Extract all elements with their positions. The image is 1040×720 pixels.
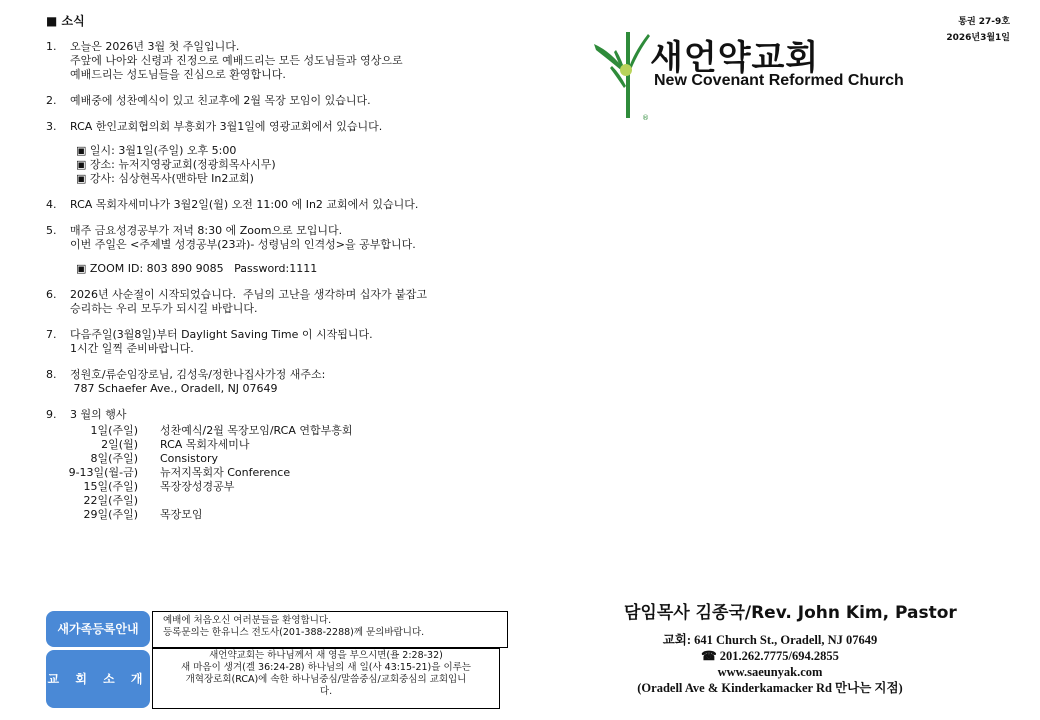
schedule-event: 목장모임 <box>160 508 203 521</box>
news-header: ■ 소식 <box>46 14 85 28</box>
news-item-body <box>70 224 566 276</box>
intro-box <box>152 648 500 709</box>
newcomer-tag: 새가족등록안내 <box>46 611 150 647</box>
news-item-detail-line: ▣ 강사: 심상현목사(맨하탄 In2교회) <box>76 172 254 185</box>
newcomer-line: 등록문의는 한유니스 전도사(201-388-2288)께 문의바랍니다. <box>163 627 425 638</box>
schedule-event: 성찬예식/2월 목장모임/RCA 연합부흥회 <box>160 424 353 437</box>
news-item-body <box>70 368 566 396</box>
news-item-details <box>70 262 566 276</box>
news-item-number: 7. <box>46 328 57 341</box>
schedule-day: 22일(주일) <box>83 494 138 507</box>
intro-line: 새언약교회는 하나님께서 새 영을 부으시면(욜 2:28-32) <box>209 650 443 661</box>
news-list <box>46 40 566 422</box>
news-item-line: 주앞에 나아와 신령과 진정으로 예배드리는 모든 성도님들과 영상으로 <box>70 54 403 67</box>
schedule-day: 9-13일(월-금) <box>68 466 138 479</box>
march-schedule <box>46 424 566 522</box>
church-logo <box>592 30 992 122</box>
intro-line: 다. <box>319 686 333 697</box>
news-item-number: 5. <box>46 224 57 237</box>
news-item-number: 8. <box>46 368 57 381</box>
schedule-day: 29일(주일) <box>83 508 138 521</box>
news-item-number: 2. <box>46 94 57 107</box>
news-item-detail-line: ▣ 일시: 3월1일(주일) 오후 5:00 <box>76 144 237 157</box>
schedule-day: 15일(주일) <box>83 480 138 493</box>
news-item-line: 이번 주일은 <주제별 성경공부(23과)- 성령님의 인격성>을 공부합니다. <box>70 238 416 251</box>
schedule-day: 2일(월) <box>101 438 138 451</box>
issue-volume: 통권 27-9호 <box>958 17 1010 27</box>
news-item-body <box>70 120 566 186</box>
news-item <box>46 408 566 422</box>
pastor-name: 담임목사 김종국/Rev. John Kim, Pastor <box>624 603 957 623</box>
intro-line: 개혁장로회(RCA)에 속한 하나님중심/말씀중심/교회중심의 교회입니 <box>185 674 467 685</box>
news-item <box>46 368 566 396</box>
news-item-line: 승리하는 우리 모두가 되시길 바랍니다. <box>70 302 258 315</box>
news-item <box>46 224 566 276</box>
church-location: (Oradell Ave & Kinderkamacker Rd 만나는 지점) <box>637 681 903 695</box>
schedule-event <box>138 494 160 508</box>
news-item-line: RCA 목회자세미나가 3월2일(월) 오전 11:00 에 In2 교회에서 있습니다. <box>70 198 419 211</box>
schedule-row <box>46 494 566 508</box>
schedule-row <box>46 480 566 494</box>
news-item <box>46 288 566 316</box>
contact-info <box>600 632 940 696</box>
news-item-line: 오늘은 2026년 3월 첫 주일입니다. <box>70 40 240 53</box>
news-item-number: 3. <box>46 120 57 133</box>
news-item-line: 다음주일(3월8일)부터 Daylight Saving Time 이 시작됩니다. <box>70 328 373 341</box>
schedule-event: 목장장성경공부 <box>160 480 235 493</box>
schedule-event: Consistory <box>160 452 218 465</box>
intro-line: 새 마음이 생겨(겔 36:24-28) 하나님의 새 일(사 43:15-21)을 이루는 <box>181 662 471 673</box>
news-item-body <box>70 328 566 356</box>
news-item-body <box>70 40 566 82</box>
logo-english-name: New Covenant Reformed Church <box>654 72 904 89</box>
news-item-line: 3 월의 행사 <box>70 408 127 421</box>
registered-mark: ® <box>642 114 649 122</box>
cross-leaf-icon <box>592 30 656 122</box>
news-item-line: 1시간 일찍 준비바랍니다. <box>70 342 194 355</box>
news-item-number: 9. <box>46 408 57 421</box>
church-phone: ☎ 201.262.7775/694.2855 <box>701 649 839 663</box>
news-item-detail-line: ▣ ZOOM ID: 803 890 9085 Password:1111 <box>76 262 318 275</box>
issue-date: 2026년3월1일 <box>946 33 1010 43</box>
news-item <box>46 94 566 108</box>
news-item-line: 787 Schaefer Ave., Oradell, NJ 07649 <box>70 382 278 395</box>
news-item-number: 4. <box>46 198 57 211</box>
church-address: 교회: 641 Church St., Oradell, NJ 07649 <box>662 633 878 647</box>
news-item <box>46 120 566 186</box>
news-item-details <box>70 144 566 186</box>
news-item-body <box>70 94 566 108</box>
news-item <box>46 328 566 356</box>
news-item-number: 6. <box>46 288 57 301</box>
news-item-line: 매주 금요성경공부가 저녁 8:30 에 Zoom으로 모입니다. <box>70 224 343 237</box>
schedule-row <box>46 466 566 480</box>
news-item-line: 예배드리는 성도님들을 진심으로 환영합니다. <box>70 68 286 81</box>
schedule-day: 8일(주일) <box>90 452 138 465</box>
news-item-detail-line: ▣ 장소: 뉴저지영광교회(정광희목사시무) <box>76 158 276 171</box>
intro-tag: 교 회 소 개 <box>46 650 150 708</box>
schedule-row <box>46 424 566 438</box>
newcomer-line: 예배에 처음오신 여러분들을 환영합니다. <box>163 615 332 626</box>
schedule-row <box>46 508 566 522</box>
church-website: www.saeunyak.com <box>717 665 823 679</box>
news-column <box>46 14 566 522</box>
news-item-line: 예배중에 성찬예식이 있고 친교후에 2월 목장 모임이 있습니다. <box>70 94 371 107</box>
schedule-day: 1일(주일) <box>90 424 138 437</box>
newcomer-box <box>152 611 508 648</box>
schedule-row <box>46 452 566 466</box>
news-item-body <box>70 288 566 316</box>
schedule-event: RCA 목회자세미나 <box>160 438 250 451</box>
news-item-line: 2026년 사순절이 시작되었습니다. 주님의 고난을 생각하며 십자가 붙잡고 <box>70 288 427 301</box>
news-item-body <box>70 408 566 422</box>
news-item-line: RCA 한인교회협의회 부흥회가 3월1일에 영광교회에서 있습니다. <box>70 120 383 133</box>
news-item-body <box>70 198 566 212</box>
news-item-line: 정원호/류순임장로님, 김성욱/정한나집사가정 새주소: <box>70 368 326 381</box>
news-item <box>46 40 566 82</box>
news-item <box>46 198 566 212</box>
schedule-event: 뉴저지목회자 Conference <box>160 466 291 479</box>
news-item-number: 1. <box>46 40 57 53</box>
schedule-row <box>46 438 566 452</box>
logo-korean-name: 새언약교회 <box>650 38 820 78</box>
